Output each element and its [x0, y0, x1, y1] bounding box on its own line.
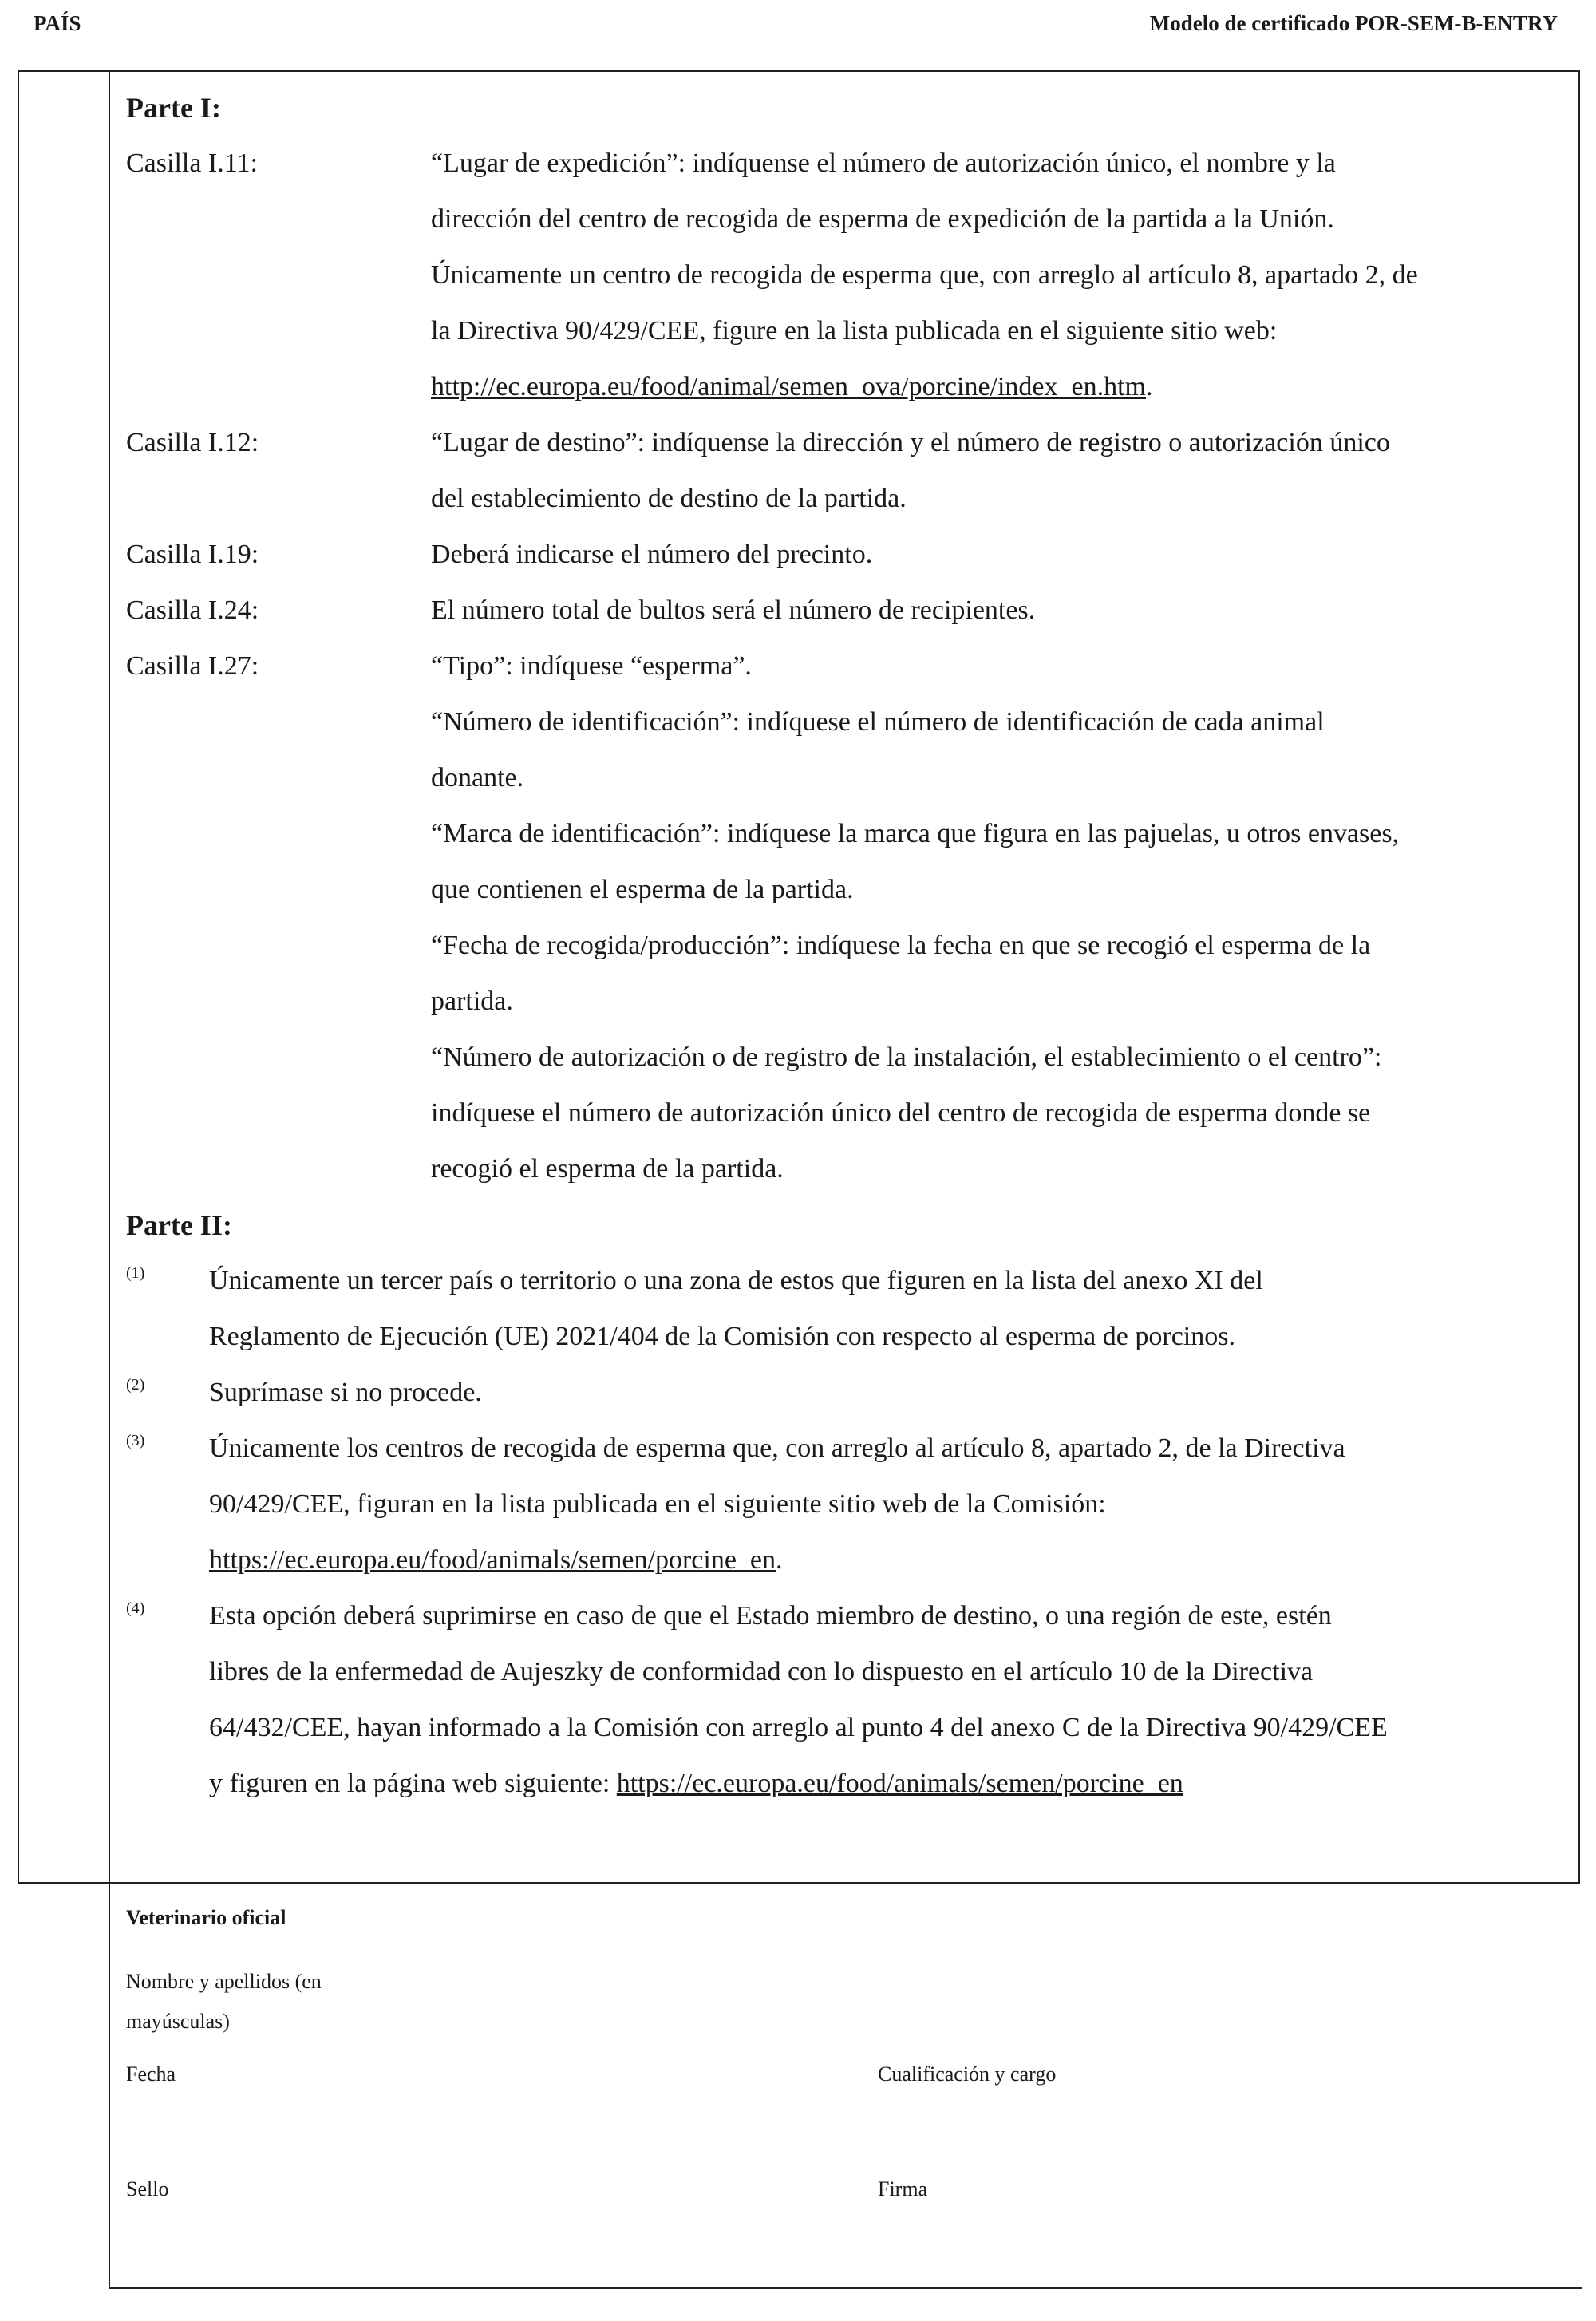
- box-label: Casilla I.12:: [126, 428, 259, 457]
- box-i11: [126, 136, 1570, 415]
- link-suffix: .: [1146, 372, 1153, 401]
- text-line: indíquese el número de autorización único del centro de recogida de esperma donde se: [431, 1098, 1371, 1128]
- text-line: Esta opción deberá suprimirse en caso de que el Estado miembro de destino, o una región de este, estén: [209, 1601, 1332, 1631]
- header-country: PAÍS: [34, 11, 81, 35]
- footnote-number: (3): [126, 1432, 145, 1449]
- text-line: 90/429/CEE, figuran en la lista publicada en el siguiente sitio web de la Comisión:: [209, 1489, 1106, 1519]
- box-i19: [126, 527, 1570, 583]
- text-line: y figuren en la página web siguiente:: [209, 1769, 617, 1798]
- text-line: Suprímase si no procede.: [209, 1378, 482, 1407]
- signature-title: Veterinario oficial: [126, 1906, 286, 1929]
- text-line: El número total de bultos será el número de recipientes.: [431, 595, 1036, 625]
- box-i12: [126, 415, 1570, 527]
- text-line: libres de la enfermedad de Aujeszky de conformidad con lo dispuesto en el artículo 10 de la Directiva: [209, 1657, 1314, 1686]
- signature-bottom-line: [109, 2287, 1582, 2289]
- text-line: dirección del centro de recogida de esperma de expedición de la partida a la Unión.: [431, 204, 1334, 234]
- footnote-number: (4): [126, 1599, 145, 1617]
- text-line: “Lugar de destino”: indíquense la dirección y el número de registro o autorización único: [431, 428, 1390, 457]
- footnote-4: [126, 1588, 1570, 1812]
- text-line: “Marca de identificación”: indíquese la marca que figura en las pajuelas, u otros envases,: [431, 819, 1400, 848]
- header-model: Modelo de certificado POR-SEM-B-ENTRY: [1149, 11, 1558, 35]
- url-link[interactable]: https://ec.europa.eu/food/animals/semen/porcine_en: [616, 1769, 1183, 1798]
- text-line: Únicamente un centro de recogida de esperma que, con arreglo al artículo 8, apartado 2, de: [431, 260, 1418, 290]
- text-line: 64/432/CEE, hayan informado a la Comisión con arreglo al punto 4 del anexo C de la Directiva 90/429/CEE: [209, 1713, 1388, 1742]
- text-line: la Directiva 90/429/CEE, figure en la lista publicada en el siguiente sitio web:: [431, 316, 1278, 346]
- text-line: Únicamente un tercer país o territorio o una zona de estos que figuren en la lista del anexo XI del: [209, 1266, 1263, 1295]
- footnote-1: [126, 1253, 1570, 1365]
- box-i27: [126, 639, 1570, 1197]
- text-line: Únicamente los centros de recogida de esperma que, con arreglo al artículo 8, apartado 2, de la Directiva: [209, 1433, 1345, 1463]
- stamp-label: Sello: [126, 2177, 169, 2200]
- footnote-number: (1): [126, 1264, 145, 1282]
- box-label: Casilla I.27:: [126, 651, 259, 681]
- margin-line: [109, 70, 110, 2289]
- signature-label: Firma: [878, 2177, 928, 2200]
- notes-content: [126, 80, 1570, 1812]
- text-line: donante.: [431, 763, 524, 793]
- text-line: “Fecha de recogida/producción”: indíquese la fecha en que se recogió el esperma de la: [431, 931, 1371, 960]
- text-line: “Lugar de expedición”: indíquense el número de autorización único, el nombre y la: [431, 148, 1336, 178]
- text-line: “Tipo”: indíquese “esperma”.: [431, 651, 752, 681]
- text-line: del establecimiento de destino de la partida.: [431, 484, 907, 513]
- text-line: recogió el esperma de la partida.: [431, 1154, 784, 1184]
- part2-title: Parte II:: [126, 1209, 232, 1241]
- text-line: Deberá indicarse el número del precinto.: [431, 540, 873, 569]
- url-link[interactable]: https://ec.europa.eu/food/animals/semen/porcine_en: [209, 1545, 776, 1575]
- box-label: Casilla I.19:: [126, 540, 259, 569]
- part1-title: Parte I:: [126, 92, 221, 124]
- box-label: Casilla I.24:: [126, 595, 259, 625]
- box-i24: [126, 583, 1570, 639]
- text-line: partida.: [431, 987, 513, 1016]
- footnote-2: [126, 1365, 1570, 1421]
- qualification-label: Cualificación y cargo: [878, 2062, 1057, 2086]
- footnote-3: [126, 1421, 1570, 1588]
- text-line: que contienen el esperma de la partida.: [431, 875, 854, 904]
- box-label: Casilla I.11:: [126, 148, 258, 178]
- text-line: Reglamento de Ejecución (UE) 2021/404 de la Comisión con respecto al esperma de porcinos.: [209, 1322, 1235, 1351]
- text-line: “Número de identificación”: indíquese el número de identificación de cada animal: [431, 707, 1325, 737]
- link-suffix: .: [776, 1545, 783, 1575]
- footnote-number: (2): [126, 1376, 145, 1394]
- url-link[interactable]: http://ec.europa.eu/food/animal/semen_ova/porcine/index_en.htm: [431, 372, 1147, 401]
- footnotes: [126, 1253, 1570, 1812]
- text-line: “Número de autorización o de registro de la instalación, el establecimiento o el centro”:: [431, 1042, 1382, 1072]
- date-label: Fecha: [126, 2062, 176, 2086]
- name-label: Nombre y apellidos (en mayúsculas): [126, 1970, 322, 2033]
